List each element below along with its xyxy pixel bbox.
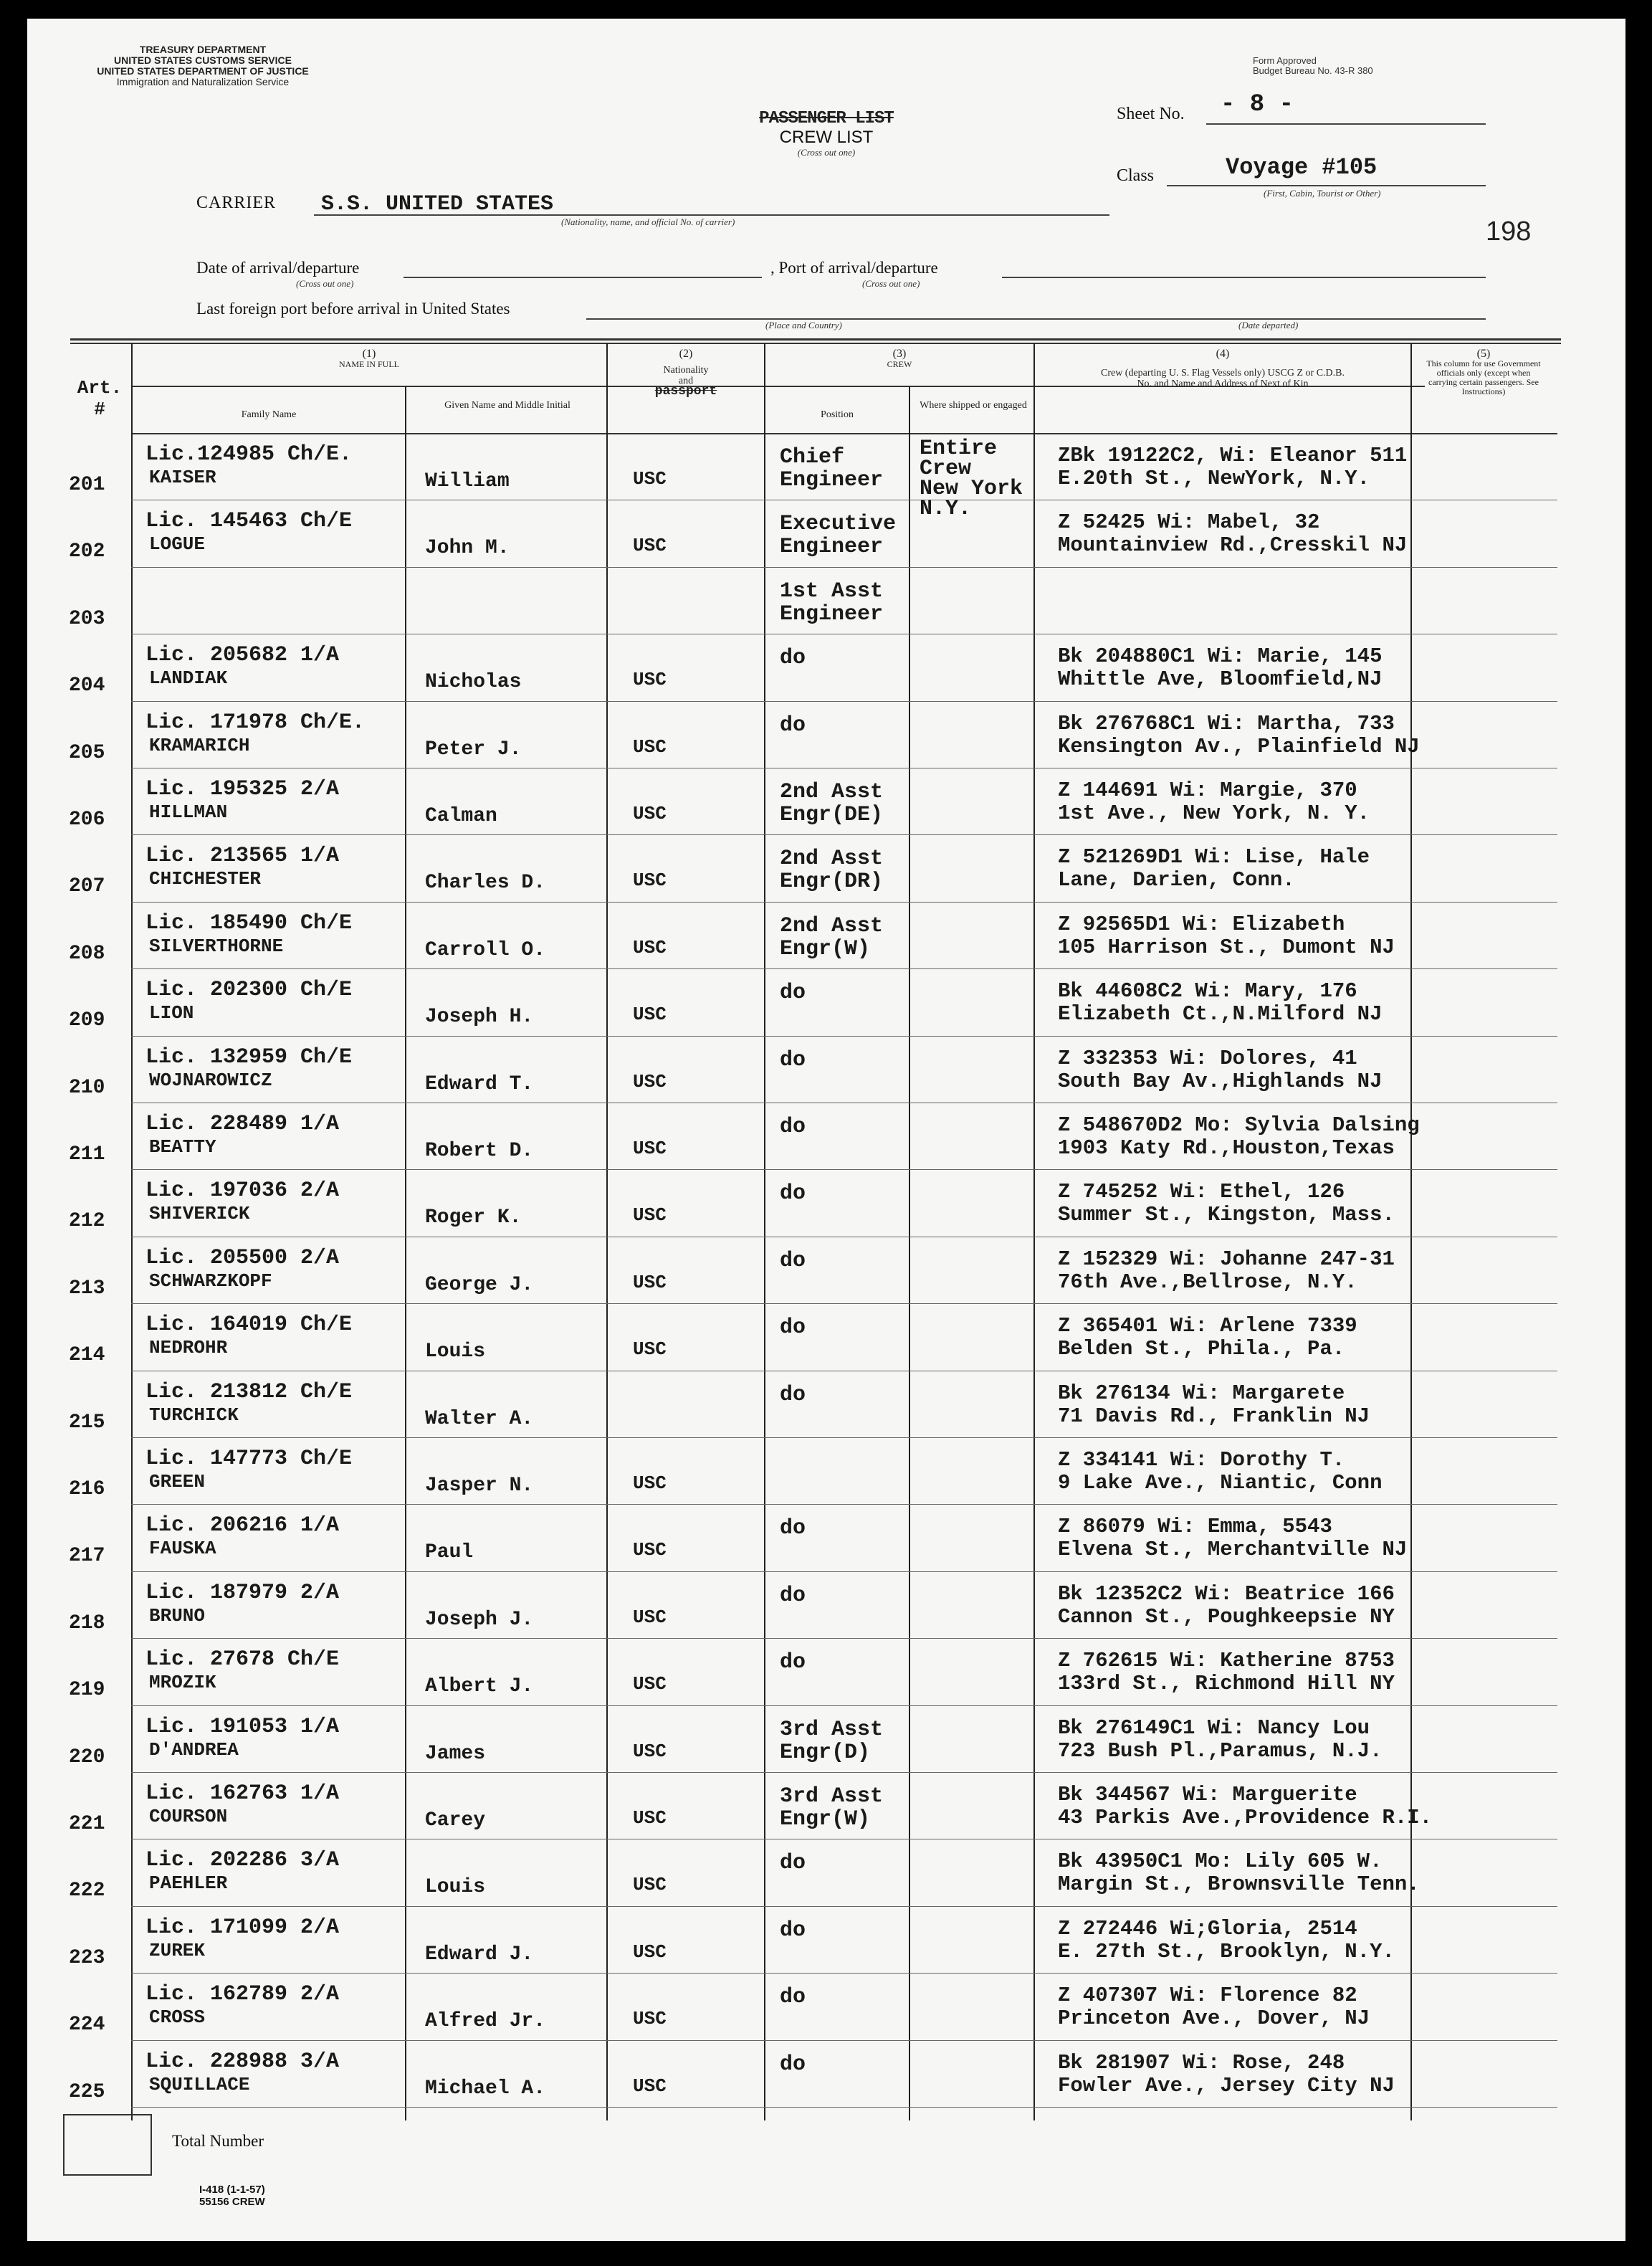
- col4-text: Crew (departing U. S. Flag Vessels only) USCG Z or C.D.B. No. and Name and Address of Next of Kin: [1100, 368, 1345, 389]
- given-name-cell: Joseph H.: [425, 1006, 534, 1029]
- nationality-cell: USC: [633, 1941, 667, 1963]
- row-art-number: 211: [69, 1143, 105, 1166]
- col3-header: [765, 348, 1033, 370]
- position-cell: 3rd Asst Engr(W): [780, 1784, 884, 1832]
- position-cell: do: [780, 1047, 806, 1072]
- nationality-cell: USC: [633, 1539, 667, 1561]
- crew-list-title: CREW LIST: [779, 128, 874, 147]
- nationality-cell: USC: [633, 936, 667, 958]
- given-name-cell: Nicholas: [425, 671, 522, 694]
- license-number: Lic. 162789 2/A: [145, 1982, 340, 2007]
- nationality-cell: USC: [633, 2008, 667, 2030]
- row-art-number: 223: [69, 1946, 105, 1969]
- position-cell: do: [780, 1248, 806, 1273]
- carrier-label: CARRIER: [196, 194, 277, 212]
- col4-number: (4): [1216, 348, 1230, 360]
- next-of-kin-cell: Bk 281907 Wi: Rose, 248 Fowler Ave., Jersey City NJ: [1058, 2050, 1395, 2098]
- row-art-number: 214: [69, 1344, 105, 1367]
- position-cell: do: [780, 1315, 806, 1341]
- table-row: [27, 836, 1625, 903]
- family-name-cell: SCHWARZKOPF: [149, 1270, 272, 1292]
- next-of-kin-cell: Bk 204880C1 Wi: Marie, 145 Whittle Ave, Bloomfield,NJ: [1058, 644, 1383, 692]
- row-art-number: 203: [69, 607, 105, 630]
- port-hint: (Cross out one): [862, 278, 920, 289]
- family-name-cell: BEATTY: [149, 1136, 216, 1158]
- given-name-header: Given Name and Middle Initial: [444, 400, 570, 411]
- license-number: Lic. 195325 2/A: [145, 777, 340, 801]
- nationality-cell: USC: [633, 803, 667, 824]
- nationality-cell: USC: [633, 1740, 667, 1762]
- total-number-label: Total Number: [172, 2132, 264, 2150]
- next-of-kin-cell: Z 407307 Wi: Florence 82 Princeton Ave., Dover, NJ: [1058, 1984, 1370, 2031]
- table-row: [27, 1037, 1625, 1104]
- table-row: [27, 434, 1625, 521]
- given-name-cell: George J.: [425, 1273, 534, 1296]
- family-name-cell: SQUILLACE: [149, 2073, 250, 2095]
- family-name-cell: GREEN: [149, 1471, 206, 1493]
- passenger-list-struck: PASSENGER LIST: [759, 109, 894, 128]
- carrier-value: S.S. UNITED STATES: [321, 192, 554, 216]
- row-art-number: 212: [69, 1210, 105, 1233]
- nationality-cell: USC: [633, 1874, 667, 1896]
- nationality-cell: USC: [633, 1472, 667, 1494]
- given-name-cell: Paul: [425, 1541, 474, 1564]
- position-cell: do: [780, 1115, 806, 1139]
- family-name-cell: WOJNAROWICZ: [149, 1069, 272, 1091]
- list-title: [737, 109, 916, 158]
- license-number: Lic. 185490 Ch/E: [145, 910, 353, 936]
- row-art-number: 225: [69, 2080, 105, 2103]
- license-number: Lic. 228489 1/A: [145, 1112, 340, 1136]
- given-name-cell: Carey: [425, 1809, 486, 1832]
- nationality-cell: USC: [633, 736, 667, 758]
- family-name-cell: SILVERTHORNE: [149, 935, 284, 957]
- place-hint: (Place and Country): [765, 320, 842, 330]
- form-approved-text: Form Approved: [1253, 55, 1317, 66]
- port-label: , Port of arrival/departure: [770, 259, 938, 277]
- next-of-kin-cell: Z 92565D1 Wi: Elizabeth 105 Harrison St., Dumont NJ: [1058, 912, 1395, 959]
- given-name-cell: Louis: [425, 1876, 486, 1899]
- sheet-label: Sheet No.: [1117, 105, 1185, 123]
- given-name-cell: James: [425, 1742, 486, 1765]
- license-number: Lic. 202286 3/A: [145, 1848, 340, 1873]
- table-row: [27, 1573, 1625, 1639]
- table-row: [27, 1639, 1625, 1706]
- family-name-cell: ZUREK: [149, 1939, 206, 1961]
- nationality-cell: USC: [633, 1338, 667, 1361]
- col5-number: (5): [1476, 348, 1491, 360]
- position-cell: do: [780, 1382, 806, 1407]
- form-number: [199, 2184, 265, 2208]
- table-row: [27, 703, 1625, 769]
- family-name-cell: NEDROHR: [149, 1337, 228, 1359]
- nationality-cell: USC: [633, 669, 667, 691]
- family-name-cell: MROZIK: [149, 1672, 216, 1694]
- row-art-number: 202: [69, 541, 105, 563]
- given-name-cell: Roger K.: [425, 1206, 522, 1229]
- position-cell: 2nd Asst Engr(DE): [780, 780, 884, 827]
- license-number: Lic. 228988 3/A: [145, 2049, 340, 2074]
- row-art-number: 219: [69, 1679, 105, 1702]
- given-name-cell: John M.: [425, 537, 510, 560]
- table-row: [27, 970, 1625, 1037]
- next-of-kin-cell: Z 86079 Wi: Emma, 5543 Elvena St., Merchantville NJ: [1058, 1515, 1408, 1562]
- position-cell: do: [780, 1918, 806, 1943]
- where-shipped-cell: Entire Crew New York N.Y.: [920, 437, 1023, 521]
- nationality-cell: USC: [633, 1606, 667, 1628]
- table-row: [27, 1372, 1625, 1439]
- form-approval: [1253, 56, 1373, 76]
- family-name-cell: PAEHLER: [149, 1872, 228, 1895]
- table-row: [27, 1305, 1625, 1371]
- given-name-cell: Walter A.: [425, 1407, 534, 1430]
- date-label: Date of arrival/departure: [196, 259, 360, 277]
- nationality-cell: USC: [633, 1807, 667, 1829]
- col4-header: [1035, 348, 1410, 389]
- position-cell: do: [780, 1851, 806, 1876]
- passport-struck: passport: [654, 384, 717, 399]
- col5-header: [1412, 348, 1555, 396]
- license-number: Lic. 197036 2/A: [145, 1179, 340, 1204]
- total-number-box[interactable]: [63, 2114, 152, 2176]
- nationality-cell: USC: [633, 535, 667, 557]
- nationality-cell: USC: [633, 1004, 667, 1026]
- given-name-cell: Michael A.: [425, 2077, 546, 2100]
- row-art-number: 218: [69, 1612, 105, 1634]
- given-name-cell: Robert D.: [425, 1140, 534, 1162]
- next-of-kin-cell: Z 332353 Wi: Dolores, 41 South Bay Av.,Highlands NJ: [1058, 1046, 1383, 1093]
- given-name-cell: Charles D.: [425, 872, 546, 895]
- table-row: [27, 1171, 1625, 1237]
- col2-number: (2): [679, 348, 693, 360]
- next-of-kin-cell: Z 762615 Wi: Katherine 8753 133rd St., Richmond Hill NY: [1058, 1649, 1395, 1696]
- family-name-cell: CROSS: [149, 2006, 206, 2029]
- row-art-number: 220: [69, 1746, 105, 1768]
- col2-header: [608, 348, 764, 397]
- position-cell: do: [780, 2052, 806, 2077]
- position-cell: Chief Engineer: [780, 445, 884, 492]
- crew-list-document: [27, 19, 1625, 2241]
- license-number: Lic. 213565 1/A: [145, 844, 340, 869]
- table-row: [27, 568, 1625, 635]
- table-row: [27, 2042, 1625, 2108]
- position-cell: 3rd Asst Engr(D): [780, 1717, 884, 1765]
- family-name-cell: CHICHESTER: [149, 868, 262, 890]
- table-row: [27, 501, 1625, 568]
- table-row: [27, 1505, 1625, 1572]
- row-art-number: 205: [69, 741, 105, 764]
- license-number: Lic. 171978 Ch/E.: [145, 710, 366, 735]
- next-of-kin-cell: Bk 44608C2 Wi: Mary, 176 Elizabeth Ct.,N.Milford NJ: [1058, 979, 1383, 1027]
- row-art-number: 217: [69, 1545, 105, 1568]
- next-of-kin-cell: Bk 276768C1 Wi: Martha, 733 Kensington Av., Plainfield NJ: [1058, 711, 1420, 758]
- license-number: Lic.124985 Ch/E.: [145, 442, 353, 467]
- carrier-hint: (Nationality, name, and official No. of carrier): [561, 216, 735, 227]
- next-of-kin-cell: Z 52425 Wi: Mabel, 32 Mountainview Rd.,Cresskil NJ: [1058, 510, 1408, 558]
- license-number: Lic. 162763 1/A: [145, 1781, 340, 1806]
- license-number: Lic. 205682 1/A: [145, 643, 340, 668]
- table-row: [27, 1104, 1625, 1171]
- next-of-kin-cell: Z 144691 Wi: Margie, 370 1st Ave., New York, N. Y.: [1058, 779, 1370, 825]
- row-art-number: 221: [69, 1813, 105, 1835]
- class-label: Class: [1117, 166, 1155, 185]
- family-name-cell: COURSON: [149, 1806, 228, 1827]
- next-of-kin-cell: Z 521269D1 Wi: Lise, Hale Lane, Darien, Conn.: [1058, 845, 1370, 892]
- family-name-cell: SHIVERICK: [149, 1203, 250, 1225]
- form-code-text: 55156 CREW: [199, 2196, 265, 2208]
- license-number: Lic. 205500 2/A: [145, 1245, 340, 1270]
- family-name-cell: LOGUE: [149, 533, 206, 556]
- agency-line: Immigration and Naturalization Service: [116, 76, 290, 87]
- class-hint: (First, Cabin, Tourist or Other): [1264, 188, 1381, 199]
- table-row: [27, 1707, 1625, 1774]
- license-number: Lic. 147773 Ch/E: [145, 1447, 353, 1471]
- given-name-cell: Louis: [425, 1341, 486, 1363]
- next-of-kin-cell: Z 152329 Wi: Johanne 247-31 76th Ave.,Bellrose, N.Y.: [1058, 1247, 1395, 1294]
- date-departed-hint: (Date departed): [1238, 320, 1299, 330]
- position-cell: do: [780, 1181, 806, 1206]
- row-art-number: 209: [69, 1009, 105, 1032]
- table-row: [27, 1840, 1625, 1907]
- given-name-cell: Albert J.: [425, 1675, 534, 1698]
- given-name-cell: Edward J.: [425, 1943, 534, 1966]
- col1-title: NAME IN FULL: [339, 359, 399, 369]
- family-name-cell: KRAMARICH: [149, 734, 250, 756]
- nationality-cell: USC: [633, 1070, 667, 1092]
- family-name-cell: LION: [149, 1002, 194, 1024]
- date-hint: (Cross out one): [296, 278, 354, 289]
- license-number: Lic. 171099 2/A: [145, 1915, 340, 1940]
- next-of-kin-cell: Z 334141 Wi: Dorothy T. 9 Lake Ave., Niantic, Conn: [1058, 1448, 1383, 1495]
- table-row: [27, 1774, 1625, 1840]
- given-name-cell: Calman: [425, 805, 497, 827]
- nationality-cell: USC: [633, 1204, 667, 1227]
- given-name-cell: Alfred Jr.: [425, 2010, 546, 2033]
- row-art-number: 224: [69, 2014, 105, 2037]
- position-cell: do: [780, 1985, 806, 2010]
- agency-block: [49, 44, 357, 87]
- row-art-number: 215: [69, 1411, 105, 1434]
- position-cell: 1st Asst Engineer: [780, 579, 884, 627]
- position-cell: do: [780, 981, 806, 1006]
- table-row: [27, 769, 1625, 836]
- position-cell: 2nd Asst Engr(DR): [780, 847, 884, 895]
- col3-number: (3): [892, 348, 907, 360]
- license-number: Lic. 202300 Ch/E: [145, 978, 353, 1003]
- position-cell: do: [780, 1650, 806, 1675]
- given-name-cell: Edward T.: [425, 1072, 534, 1095]
- nationality-header: Nationality and: [663, 365, 709, 386]
- license-number: Lic. 27678 Ch/E: [145, 1647, 340, 1672]
- row-art-number: 207: [69, 875, 105, 898]
- col5-text: This column for use Government officials only (except when carrying certain passengers. See Instructions): [1426, 358, 1541, 396]
- given-name-cell: William: [425, 470, 510, 492]
- given-name-cell: Jasper N.: [425, 1475, 534, 1497]
- table-row: [27, 1974, 1625, 2041]
- family-name-cell: TURCHICK: [149, 1404, 239, 1426]
- table-row: [27, 635, 1625, 702]
- position-cell: do: [780, 1583, 806, 1608]
- col1-number: (1): [362, 348, 376, 360]
- license-number: Lic. 191053 1/A: [145, 1714, 340, 1739]
- given-name-cell: Carroll O.: [425, 938, 546, 961]
- next-of-kin-cell: Bk 276134 Wi: Margarete 71 Davis Rd., Franklin NJ: [1058, 1381, 1370, 1428]
- table-row: [27, 903, 1625, 970]
- budget-bureau-text: Budget Bureau No. 43-R 380: [1253, 65, 1373, 76]
- family-name-cell: D'ANDREA: [149, 1738, 239, 1761]
- sheet-number: - 8 -: [1221, 91, 1294, 118]
- position-cell: 2nd Asst Engr(W): [780, 913, 884, 961]
- agency-line: TREASURY DEPARTMENT: [139, 44, 267, 55]
- cross-out-hint: (Cross out one): [797, 147, 856, 158]
- table-row: [27, 1439, 1625, 1505]
- next-of-kin-cell: Bk 344567 Wi: Marguerite 43 Parkis Ave.,Providence R.I.: [1058, 1783, 1433, 1829]
- nationality-cell: USC: [633, 1138, 667, 1159]
- next-of-kin-cell: ZBk 19122C2, Wi: Eleanor 511 E.20th St., NewYork, N.Y.: [1058, 444, 1408, 490]
- where-shipped-header: Where shipped or engaged: [920, 400, 1027, 411]
- last-port-label: Last foreign port before arrival in United States: [196, 300, 510, 318]
- nationality-cell: USC: [633, 870, 667, 892]
- nationality-cell: USC: [633, 1673, 667, 1695]
- page-number: 198: [1486, 216, 1532, 247]
- nationality-cell: USC: [633, 2075, 667, 2097]
- given-name-cell: Joseph J.: [425, 1608, 534, 1631]
- row-art-number: 222: [69, 1880, 105, 1903]
- class-value: Voyage #105: [1226, 154, 1378, 181]
- form-number-text: I-418 (1-1-57): [199, 2184, 265, 2196]
- license-number: Lic. 187979 2/A: [145, 1580, 340, 1605]
- family-name-cell: BRUNO: [149, 1604, 206, 1627]
- row-art-number: 213: [69, 1277, 105, 1300]
- row-art-number: 201: [69, 474, 105, 496]
- family-name-cell: FAUSKA: [149, 1538, 216, 1560]
- position-cell: do: [780, 1516, 806, 1541]
- nationality-cell: USC: [633, 1271, 667, 1293]
- agency-line: UNITED STATES DEPARTMENT OF JUSTICE: [97, 65, 309, 77]
- license-number: Lic. 206216 1/A: [145, 1513, 340, 1538]
- position-cell: do: [780, 646, 806, 671]
- crew-header: CREW: [887, 359, 912, 369]
- license-number: Lic. 145463 Ch/E: [145, 509, 353, 534]
- position-cell: do: [780, 713, 806, 738]
- nationality-cell: USC: [633, 468, 667, 490]
- table-row: [27, 1908, 1625, 1974]
- next-of-kin-cell: Z 548670D2 Mo: Sylvia Dalsing 1903 Katy Rd.,Houston,Texas: [1058, 1113, 1420, 1160]
- next-of-kin-cell: Z 365401 Wi: Arlene 7339 Belden St., Phila., Pa.: [1058, 1314, 1357, 1361]
- row-art-number: 210: [69, 1076, 105, 1099]
- next-of-kin-cell: Z 272446 Wi;Gloria, 2514 E. 27th St., Brooklyn, N.Y.: [1058, 1916, 1395, 1963]
- family-name-cell: HILLMAN: [149, 801, 228, 823]
- art-header: Art. #: [77, 377, 123, 420]
- row-art-number: 204: [69, 675, 105, 698]
- given-name-cell: Peter J.: [425, 738, 522, 761]
- license-number: Lic. 213812 Ch/E: [145, 1379, 353, 1404]
- next-of-kin-cell: Bk 12352C2 Wi: Beatrice 166 Cannon St., Poughkeepsie NY: [1058, 1581, 1395, 1629]
- next-of-kin-cell: Z 745252 Wi: Ethel, 126 Summer St., Kingston, Mass.: [1058, 1180, 1395, 1227]
- row-art-number: 206: [69, 809, 105, 831]
- position-header: Position: [821, 409, 854, 420]
- license-number: Lic. 164019 Ch/E: [145, 1313, 353, 1338]
- license-number: Lic. 132959 Ch/E: [145, 1044, 353, 1070]
- agency-line: UNITED STATES CUSTOMS SERVICE: [114, 54, 292, 66]
- col1-header: [133, 348, 606, 370]
- row-art-number: 216: [69, 1478, 105, 1500]
- row-art-number: 208: [69, 942, 105, 965]
- next-of-kin-cell: Bk 276149C1 Wi: Nancy Lou 723 Bush Pl.,Paramus, N.J.: [1058, 1715, 1383, 1763]
- family-name-cell: LANDIAK: [149, 667, 228, 690]
- position-cell: Executive Engineer: [780, 512, 897, 560]
- next-of-kin-cell: Bk 43950C1 Mo: Lily 605 W. Margin St., Brownsville Tenn.: [1058, 1850, 1420, 1897]
- table-row: [27, 1238, 1625, 1305]
- family-name-cell: KAISER: [149, 467, 216, 488]
- family-name-header: Family Name: [241, 409, 297, 420]
